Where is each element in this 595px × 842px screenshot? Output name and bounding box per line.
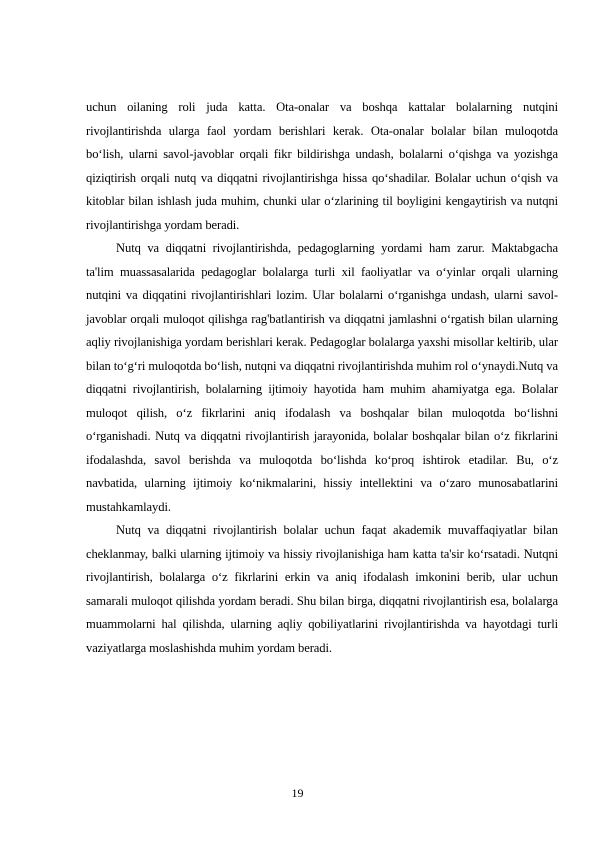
body-text (86, 96, 558, 660)
paragraph-pedagogues-role: Nutq va diqqatni rivojlantirishda, pedagoglarning yordami ham zarur. Maktabgacha ta'lim muassasalarida pedagoglar bolalarga turli xil faoliyatlar va o‘yinlar orqali ularning nutqini va diqqatini rivojlantirishlari lozim. Ular bolalarni o‘rganishga undash, ularni savol-javoblar orqali muloqot qilishga rag'batlantirish va diqqatni jamlashni o‘rgatish bilan ularning aqliy rivojlanishiga yordam berishlari kerak. Pedagoglar bolalarga yaxshi misollar keltirib, ular bilan to‘g‘ri muloqotda bo‘lish, nutqni va diqqatni rivojlantirishda muhim rol o‘ynaydi.Nutq va diqqatni rivojlantirish, bolalarning ijtimoiy hayotida ham muhim ahamiyatga ega. Bolalar muloqot qilish, o‘z fikrlarini aniq ifodalash va boshqalar bilan muloqotda bo‘lishni o‘rganishadi. Nutq va diqqatni rivojlantirish jarayonida, bolalar boshqalar bilan o‘z fikrlarini ifodalashda, savol berishda va muloqotda bo‘lishda ko‘proq ishtirok etadilar. Bu, o‘z navbatida, ularning ijtimoiy ko‘nikmalarini, hissiy intellektini va o‘zaro munosabatlarini mustahkamlaydi. (86, 241, 558, 514)
page-number: 19 (291, 786, 304, 800)
paragraph-family-role: uchun oilaning roli juda katta. Ota-onalar va boshqa kattalar bolalarning nutqini rivojlantirishda ularga faol yordam berishlari kerak. Ota-onalar bolalar bilan muloqotda bo‘lish, ularni savol-javoblar orqali fikr bildirishga undash, bolalarni o‘qishga va yozishga qiziqtirish orqali nutq va diqqatni rivojlantirishga hissa qo‘shadilar. Bolalar uchun o‘qish va kitoblar bilan ishlash juda muhim, chunki ular o‘zlarining til boyligini kengaytirish va nutqni rivojlantirishga yordam beradi. (86, 100, 558, 232)
paragraph-social-development: Nutq va diqqatni rivojlantirish bolalar uchun faqat akademik muvaffaqiyatlar bilan cheklanmay, balki ularning ijtimoiy va hissiy rivojlanishiga ham katta ta'sir ko‘rsatadi. Nutqni rivojlantirish, bolalarga o‘z fikrlarini erkin va aniq ifodalash imkonini berib, ular uchun samarali muloqot qilishda yordam beradi. Shu bilan birga, diqqatni rivojlantirish esa, bolalarga muammolarni hal qilishda, ularning aqliy qobiliyatlarini rivojlantirishda va hayotdagi turli vaziyatlarga moslashishda muhim yordam beradi. (86, 523, 558, 655)
